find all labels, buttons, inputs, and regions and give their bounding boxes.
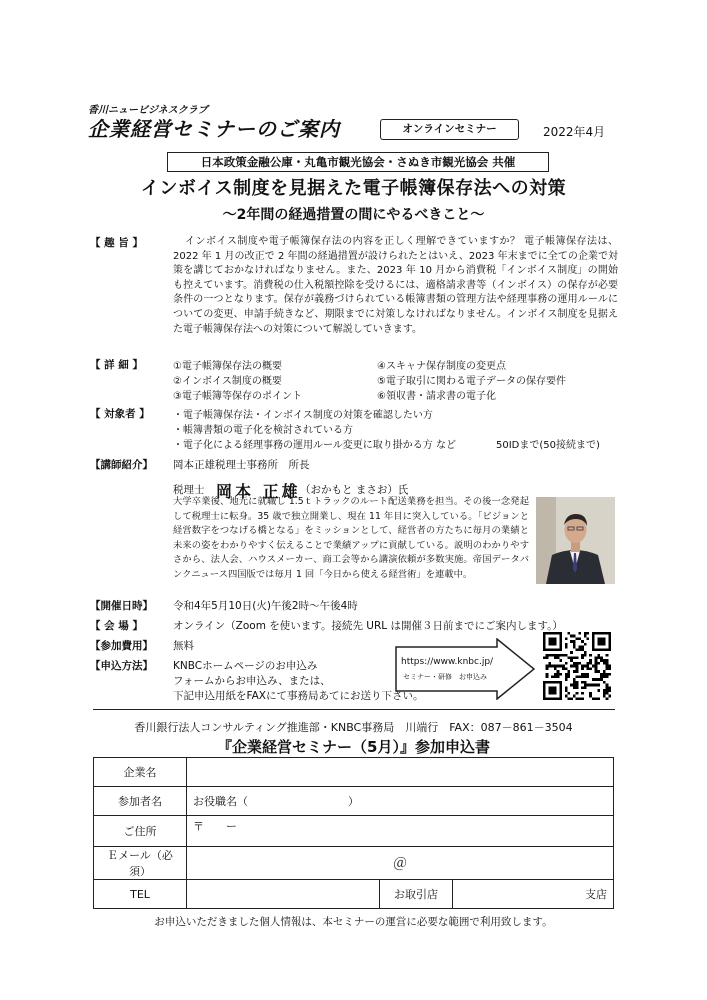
detail-item-2: ②インボイス制度の概要 bbox=[173, 376, 282, 387]
participant-label: 参加者名 bbox=[94, 787, 187, 816]
position-close: ） bbox=[348, 795, 359, 808]
instructor-name: 岡本 正雄 bbox=[216, 482, 301, 501]
detail-item-3: ③電子帳簿等保存のポイント bbox=[173, 391, 302, 402]
instructor-photo bbox=[536, 497, 615, 584]
company-field[interactable] bbox=[187, 758, 614, 787]
target-item-2: ・帳簿書類の電子化を検討されている方 bbox=[173, 425, 353, 436]
purpose-text: インボイス制度や電子帳簿保存法の内容を正しく理解できていますか？ 電子帳簿保存法は、2022 年 1 月の改正で 2 年間の経過措置が設けられたとはいえ、2023 年末までに全ての企業で対策を講じておかなければなりません。また、2023 年 10 月から消費税「インボイス制度」の開始も控えています。消費税の仕入税額控除を受けるには、適格請求書等（インボイス）の保存が必要条件の一つとなります。保存が義務づけられている帳簿書類の管理方法や経理事務の運用ルールについての変更、申請手続きなど、期限までに対策しなければなりません。インボイス制度を見据えた電子帳簿保存法への対策について解説していきます。 bbox=[173, 236, 618, 335]
participant-field[interactable] bbox=[187, 787, 614, 816]
url-arrow bbox=[395, 638, 535, 704]
divider bbox=[93, 709, 615, 710]
club-name: 香川ニュービジネスクラブ bbox=[88, 105, 208, 116]
label-venue: 【 会 場 】 bbox=[90, 620, 143, 632]
application-form bbox=[93, 757, 614, 909]
event-venue: オンライン（Zoom を使います。接続先 URL は開催３日前までにご案内します。） bbox=[173, 620, 563, 632]
instructor-profile: 大学卒業後、地元に就職し 1.5ｔトラックのルート配送業務を担当。その後一念発起して税理士に転身。35 歳で独立開業し、現在 11 年目に突入している。「ビジョンと経営数字をつなげる橋となる」をミッションとして、経営者の方たちに毎月の業績と未来の姿をわかりやすく伝えることで業績アップに貢献している。説明のわかりやすさから、法人会、ハウスメーカー、商工会等から講演依頼が多数実施。帝国データバンクニュース四国版では毎月 1 回「今日から使える経営術」を連載中。 bbox=[173, 496, 529, 580]
branch-label: 支店 bbox=[585, 888, 607, 901]
target-item-3: ・電子化による経理事務の運用ルール変更に取り掛かる方 など bbox=[173, 440, 456, 451]
format-badge: オンラインセミナー bbox=[380, 119, 519, 140]
email-label: Ｅメール（必須） bbox=[94, 847, 187, 880]
detail-item-5: ⑤電子取引に関わる電子データの保存要件 bbox=[377, 376, 566, 387]
apply-line-2: フォームからお申込み、または、 bbox=[173, 675, 331, 687]
detail-item-6: ⑥領収書・請求書の電子化 bbox=[377, 391, 496, 402]
target-item-1: ・電子帳簿保存法・インボイス制度の対策を確認したい方 bbox=[173, 410, 433, 421]
page-title: 企業経営セミナーのご案内 bbox=[88, 117, 340, 141]
tel-label: TEL bbox=[94, 880, 187, 909]
instructor-reading: （おかもと まさお）氏 bbox=[300, 484, 409, 496]
event-datetime: 令和4年5月10日(火)午後2時～午後4時 bbox=[173, 600, 358, 612]
url-path-note: セミナー・研修 お申込み bbox=[403, 673, 487, 681]
issue-date: 2022年4月 bbox=[543, 125, 606, 139]
apply-line-1: KNBCホームページのお申込み bbox=[173, 660, 318, 672]
instructor-office: 岡本正雄税理士事務所 所長 bbox=[173, 459, 310, 471]
knbc-url-link[interactable]: https://www.knbc.jp/ bbox=[401, 657, 494, 667]
detail-item-4: ④スキャナ保存制度の変更点 bbox=[377, 361, 506, 372]
capacity-note: 50IDまで(50接続まで) bbox=[496, 440, 600, 451]
email-field[interactable] bbox=[187, 847, 614, 880]
instructor-title: 税理士 bbox=[173, 484, 205, 496]
address-label: ご住所 bbox=[94, 816, 187, 847]
address-field[interactable] bbox=[187, 816, 614, 847]
label-details: 【 詳 細 】 bbox=[90, 359, 143, 371]
form-title: 『企業経営セミナー（5月）』参加申込書 bbox=[217, 738, 490, 756]
tel-field[interactable] bbox=[187, 880, 380, 909]
privacy-note: お申込いただきました個人情報は、本セミナーの運営に必要な範囲で利用致します。 bbox=[154, 916, 553, 928]
label-datetime: 【開催日時】 bbox=[90, 600, 153, 612]
at-mark: ＠ bbox=[393, 856, 407, 872]
event-fee: 無料 bbox=[173, 640, 194, 652]
postal-mark: 〒 ー bbox=[193, 820, 237, 833]
bank-label: お取引店 bbox=[380, 880, 453, 909]
qr-code[interactable] bbox=[543, 632, 611, 700]
label-apply: 【申込方法】 bbox=[90, 660, 153, 672]
contact-line: 香川銀行法人コンサルティング推進部・KNBC事務局 川端行 FAX：087－861－3504 bbox=[134, 721, 573, 734]
label-purpose: 【 趣 旨 】 bbox=[90, 237, 143, 249]
seminar-subhead: ～2年間の経過措置の間にやるべきこと～ bbox=[222, 207, 485, 223]
seminar-headline: インボイス制度を見据えた電子帳簿保存法への対策 bbox=[140, 178, 567, 199]
label-target: 【 対象者 】 bbox=[90, 408, 150, 420]
sponsor-box: 日本政策金融公庫・丸亀市観光協会・さぬき市観光協会 共催 bbox=[167, 152, 549, 172]
position-label: お役職名（ bbox=[193, 795, 248, 808]
detail-item-1: ①電子帳簿保存法の概要 bbox=[173, 361, 282, 372]
label-fee: 【参加費用】 bbox=[90, 640, 153, 652]
apply-line-3: 下記申込用紙をFAXにて事務局あてにお送り下さい。 bbox=[173, 690, 424, 702]
company-label: 企業名 bbox=[94, 758, 187, 787]
label-instructor: 【講師紹介】 bbox=[90, 459, 153, 471]
branch-field[interactable] bbox=[453, 880, 614, 909]
